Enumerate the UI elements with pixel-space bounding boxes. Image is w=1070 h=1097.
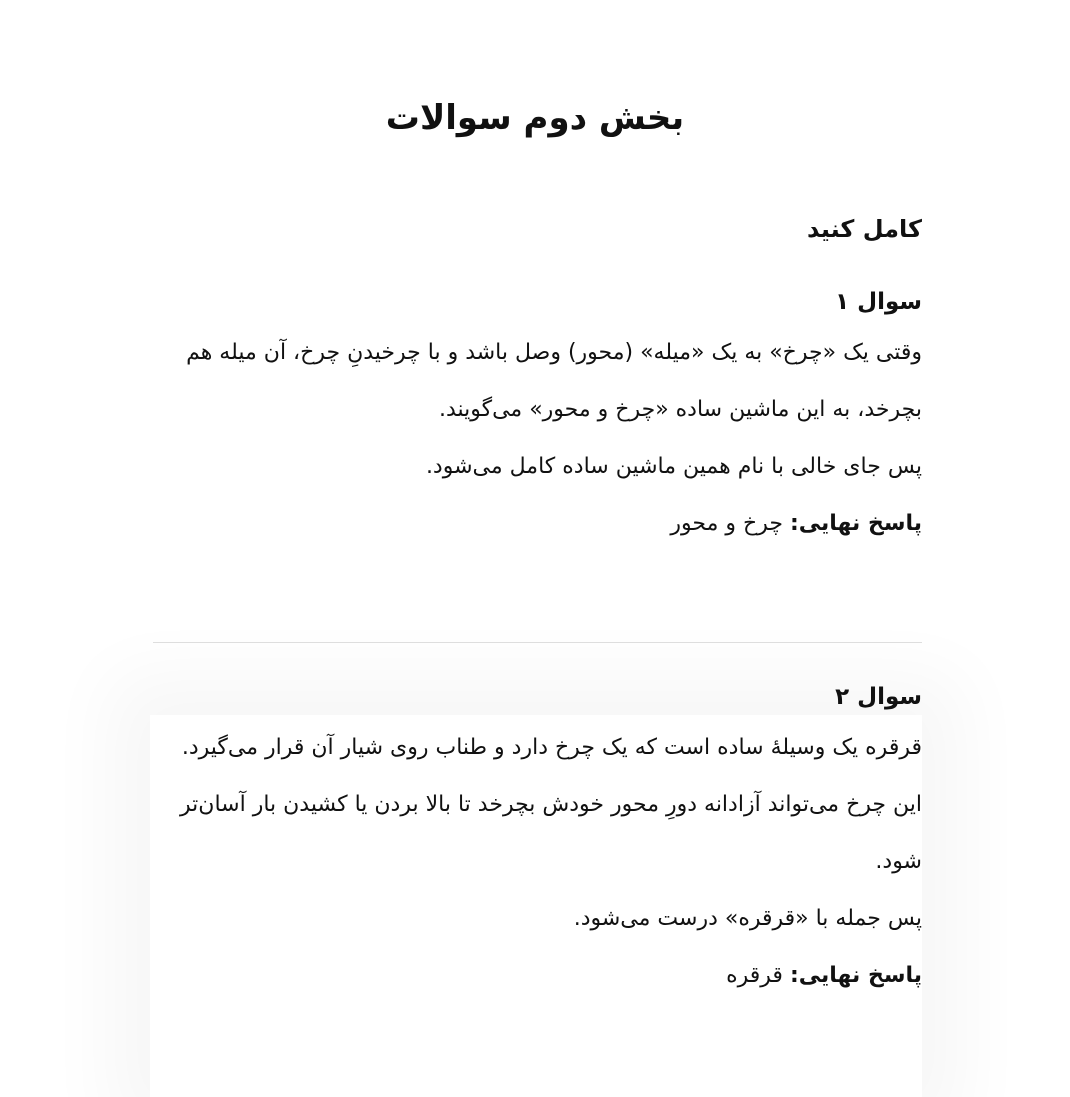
question-2-answer-value: قرقره <box>726 963 783 988</box>
question-1 <box>150 280 922 552</box>
question-2-paragraph-3: پس جمله با «قرقره» درست می‌شود. <box>573 906 922 931</box>
question-1-answer <box>150 495 922 552</box>
question-1-paragraph-2: پس جای خالی با نام همین ماشین ساده کامل می‌شود. <box>425 454 922 479</box>
section-heading: کامل کنید <box>806 215 922 243</box>
question-2-answer-label: پاسخ نهایی: <box>789 963 922 988</box>
question-2-title: سوال ۲ <box>835 684 922 710</box>
question-2 <box>150 675 922 1004</box>
question-1-answer-value: چرخ و محور <box>670 511 783 536</box>
question-2-paragraph-1: قرقره یک وسیلهٔ ساده است که یک چرخ دارد و طناب روی شیار آن قرار می‌گیرد. <box>181 735 922 760</box>
question-1-paragraph-1: وقتی یک «چرخ» به یک «میله» (محور) وصل باشد و با چرخیدنِ چرخ، آن میله هم بچرخد، به این ماشین ساده «چرخ و محور» می‌گویند. <box>186 340 922 422</box>
divider <box>153 642 922 643</box>
question-2-paragraph-2: این چرخ می‌تواند آزادانه دورِ محور خودش بچرخد تا بالا بردن یا کشیدن بار آسان‌تر شود. <box>180 792 922 874</box>
question-1-answer-label: پاسخ نهایی: <box>789 511 922 536</box>
question-1-title: سوال ۱ <box>835 289 922 315</box>
question-2-answer <box>150 947 922 1004</box>
page-title: بخش دوم سوالات <box>385 98 685 138</box>
